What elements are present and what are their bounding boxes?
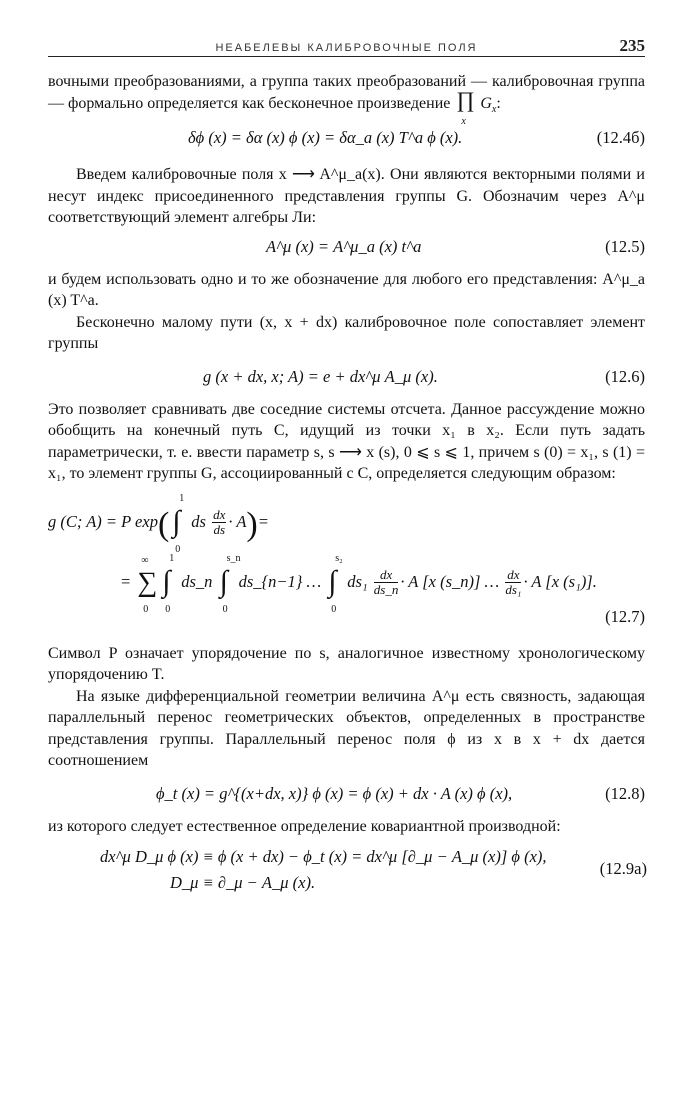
equation-12-9a bbox=[48, 837, 645, 907]
paragraph-3: и будем использовать одно и то же обозначение для любого его представления: A^μ_a (x) T^a. bbox=[48, 270, 645, 310]
eq-12-9a-line2: D_μ ≡ ∂_μ − A_μ (x). bbox=[170, 873, 316, 893]
paragraph-1 bbox=[48, 71, 646, 127]
eq-12-6-number: (12.6) bbox=[605, 366, 645, 386]
eq-12-5-number: (12.5) bbox=[605, 236, 645, 256]
equation-12-5 bbox=[48, 229, 645, 269]
product-symbol: ∏ x bbox=[456, 86, 475, 127]
paragraph-5: Это позволяет сравнивать две соседние системы отсчета. Данное рассуждение можно обобщить на конечный путь C, идущий из точки x₁ в x₂. Если путь задать параметрически, т. е. ввести параметр s, s ⟶ x (s), 0 ⩽ s ⩽ 1, причем s (0) = x₁, s (1) = x₁, то элемент группы G, ассоциированный с C, определяется следующим образом: bbox=[48, 400, 645, 483]
eq-12-7-line1: g (C; A) = P exp( ∫ 1 0 ds $\frac{dx}{ds}$ · A)= bbox=[48, 492, 269, 555]
page-number: 235 bbox=[619, 36, 645, 55]
book-page bbox=[48, 34, 645, 907]
paragraph-6: Символ P означает упорядочение по s, аналогичное известному хронологическому упорядочению T. bbox=[48, 644, 645, 684]
equation-12-6 bbox=[48, 355, 645, 399]
eq-12-8-expr: ϕ_t (x) = g^{(x+dx, x)} ϕ (x) = ϕ (x) + dx · A (x) ϕ (x), bbox=[156, 783, 513, 803]
eq-12-9a-line1: dx^μ D_μ ϕ (x) ≡ ϕ (x + dx) − ϕ_t (x) = dx^μ [∂_μ − A_μ (x)] ϕ (x), bbox=[100, 847, 547, 867]
p1-line3: произведение ∏ x $G_x$: bbox=[357, 86, 501, 127]
eq-12-4b-expr: δϕ (x) = δα (x) ϕ (x) = δα_a (x) T^a ϕ (x). bbox=[188, 128, 463, 148]
p1-line2: калибровочная группа — формально определяется как бесконечное bbox=[48, 73, 646, 112]
p1-line1: вочными преобразованиями, а группа таких преобразований — bbox=[48, 73, 487, 90]
eq-12-4b-number: (12.4б) bbox=[596, 128, 645, 148]
eq-12-6-expr: g (x + dx, x; A) = e + dx^μ A_μ (x). bbox=[203, 366, 438, 386]
paragraph-4: Бесконечно малому пути (x, x + dx) калибровочное поле сопоставляет элемент группы bbox=[48, 313, 645, 353]
equation-12-4b bbox=[48, 120, 645, 156]
eq-12-8-number: (12.8) bbox=[605, 783, 645, 803]
eq-12-9a-number: (12.9a) bbox=[599, 859, 647, 879]
paragraph-8: из которого следует естественное определение ковариантной производной: bbox=[48, 817, 561, 835]
eq-12-5-expr: A^μ (x) = A^μ_a (x) t^a bbox=[266, 236, 422, 256]
eq-12-7-line2: = ∑ ∞ 0 ∫ 1 0 ds_n ∫ s_n 0 ds_{n−1} … ∫ s₂ 0 ds₁ $\frac{dx}{ds\_n}$ · A [x (s_n)] … $\frac{dx}{\text{ds₁}}$ · A [x (s₁)]. bbox=[120, 552, 597, 615]
equation-12-7 bbox=[48, 485, 645, 635]
running-title: НЕАБЕЛЕВЫ КАЛИБРОВОЧНЫЕ ПОЛЯ bbox=[215, 42, 478, 54]
eq-12-7-number: (12.7) bbox=[605, 606, 645, 626]
running-header bbox=[48, 34, 645, 57]
paragraph-7: На языке дифференциальной геометрии величина A^μ есть связность, задающая параллельный перенос геометрических объектов, определенных в пространстве представления группы. Параллельный перенос поля ϕ из x в x + dx дается соотношением bbox=[48, 687, 645, 770]
paragraph-2: Введем калибровочные поля x ⟶ A^μ_a(x). Они являются векторными полями и несут индекс присоединенного представления группы G. Обозначим через A^μ соответствующий элемент алгебры Ли: bbox=[48, 166, 645, 227]
equation-12-8 bbox=[48, 772, 645, 816]
